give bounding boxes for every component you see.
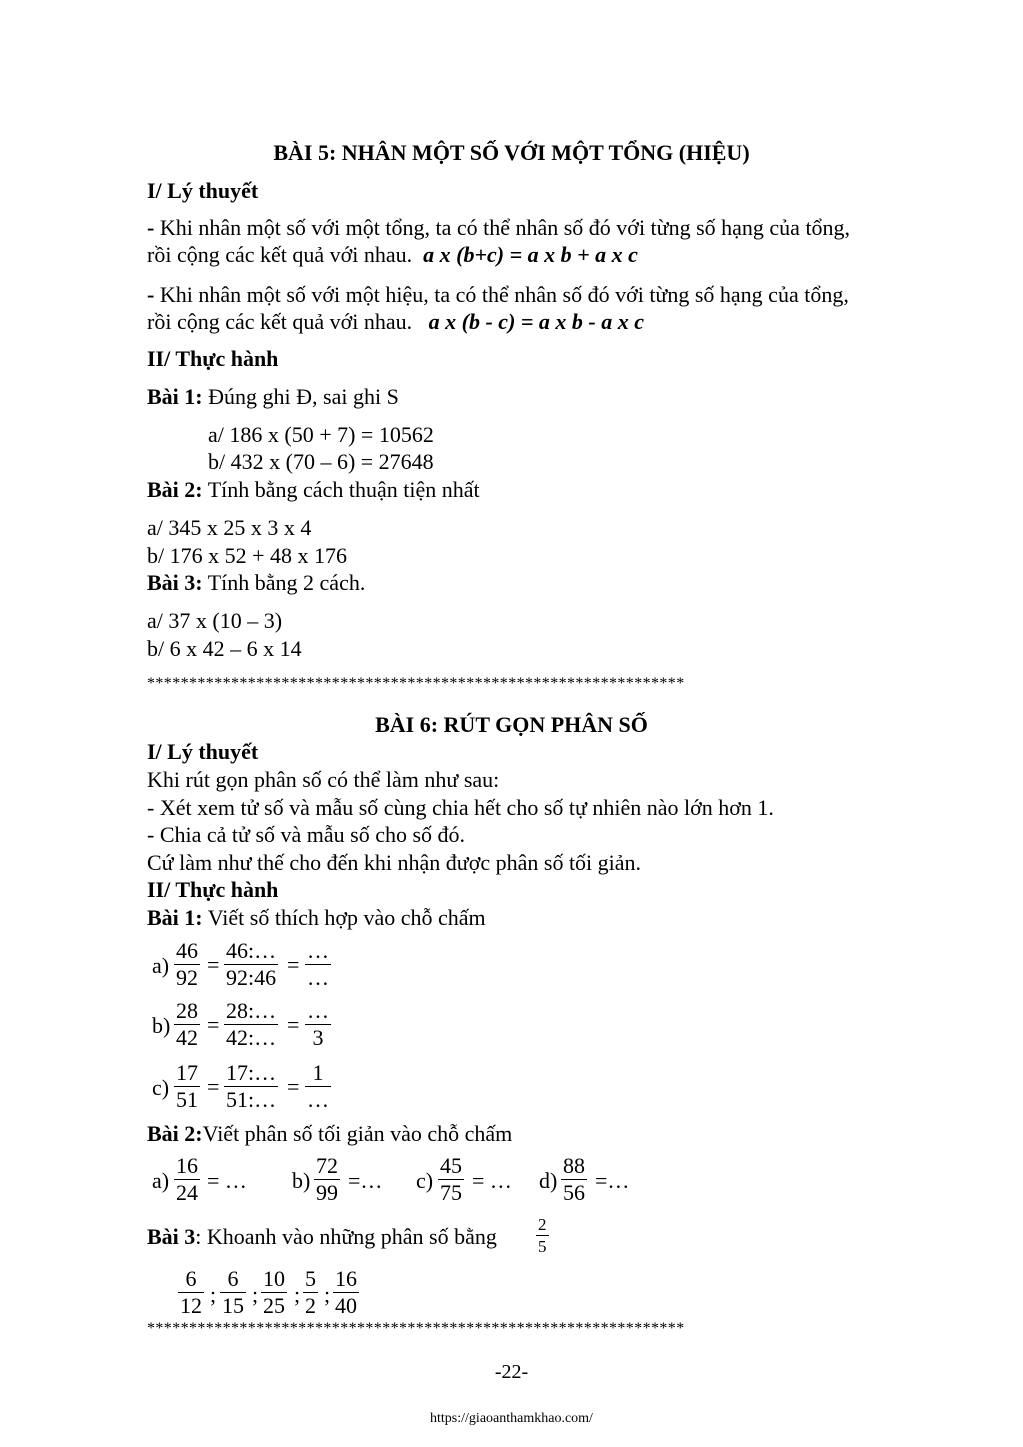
ex2-item-answer: = … (472, 1168, 512, 1193)
separator-semicolon: ; (294, 1282, 301, 1307)
equals-sign: = (287, 1012, 300, 1037)
separator-2: **************************************************************** (147, 1320, 685, 1337)
formula-sum: a x (b+c) = a x b + a x c (423, 242, 638, 267)
fraction: 28:… 42:… (226, 998, 277, 1050)
formula-diff: a x (b - c) = a x b - a x c (428, 309, 645, 334)
equals-sign: = (207, 952, 220, 977)
fraction: 45 75 (440, 1153, 462, 1205)
ex2-item-label: c) (416, 1168, 434, 1193)
separator-semicolon: ; (252, 1282, 259, 1307)
fraction-option: 10 25 (263, 1266, 285, 1318)
row-c-label: c) (152, 1075, 170, 1100)
ex2-item-label: a) (152, 1168, 170, 1193)
ex2-item-answer: =… (595, 1168, 630, 1193)
ex2-item-label: b) (292, 1168, 311, 1193)
lesson5-ex2: Bài 2: Tính bằng cách thuận tiện nhất (147, 477, 480, 502)
lesson6-theory-heading: I/ Lý thuyết (147, 739, 259, 764)
equals-sign: = (287, 952, 300, 977)
fraction-option: 6 15 (222, 1266, 244, 1318)
lesson5-rule-sum-line1: - Khi nhân một số với một tổng, ta có thể nhân số đó với từng số hạng của tổng, (147, 215, 851, 240)
fraction: 17 51 (176, 1060, 198, 1112)
lesson5-ex3: Bài 3: Tính bằng 2 cách. (147, 570, 366, 595)
equals-sign: = (287, 1074, 300, 1099)
lesson5-ex2-a: a/ 345 x 25 x 3 x 4 (147, 515, 312, 540)
fraction: 1 … (307, 1060, 329, 1112)
lesson6-ex3: Bài 3: Khoanh vào những phân số bằng (147, 1224, 497, 1249)
lesson6-theory-line: Khi rút gọn phân số có thể làm như sau: (147, 767, 500, 792)
fraction: … 3 (307, 998, 329, 1050)
lesson5-theory-heading: I/ Lý thuyết (147, 178, 259, 203)
footer-link[interactable]: https://giaoanthamkhao.com/ (430, 1411, 593, 1426)
ex2-item-answer: =… (348, 1168, 383, 1193)
row-b-label: b) (152, 1013, 171, 1038)
lesson6-title: BÀI 6: RÚT GỌN PHÂN SỐ (375, 712, 648, 737)
lesson6-theory-line: Cứ làm như thế cho đến khi nhận được phân số tối giản. (147, 850, 642, 875)
lesson6-ex2: Bài 2:Viết phân số tối giản vào chỗ chấm (147, 1121, 513, 1146)
lesson5-ex1-a: a/ 186 x (50 + 7) = 10562 (208, 422, 434, 447)
separator-1: **************************************************************** (147, 675, 685, 692)
separator-semicolon: ; (324, 1282, 331, 1307)
lesson5-practice-heading: II/ Thực hành (147, 346, 279, 371)
fraction-option: 16 40 (335, 1266, 357, 1318)
page-number: -22- (494, 1361, 529, 1383)
equals-sign: = (207, 1012, 220, 1037)
lesson5-rule-diff-line2: rồi cộng các kết quả với nhau. a x (b - c) = a x b - a x c (147, 309, 645, 334)
separator-semicolon: ; (210, 1282, 217, 1307)
lesson6-ex1: Bài 1: Viết số thích hợp vào chỗ chấm (147, 905, 486, 930)
fraction: 72 99 (316, 1153, 338, 1205)
lesson6-practice-heading: II/ Thực hành (147, 877, 279, 902)
fraction: 17:… 51:… (226, 1060, 277, 1112)
lesson5-rule-sum-line2: rồi cộng các kết quả với nhau. a x (b+c) = a x b + a x c (147, 242, 638, 267)
fraction: 28 42 (176, 998, 198, 1050)
lesson5-title: BÀI 5: NHÂN MỘT SỐ VỚI MỘT TỔNG (HIỆU) (273, 140, 750, 165)
target-fraction: 2 5 (538, 1215, 547, 1256)
lesson5-rule-diff-line1: - Khi nhân một số với một hiệu, ta có thể nhân số đó với từng số hạng của tổng, (147, 282, 849, 307)
lesson6-theory-line: - Chia cả tử số và mẫu số cho số đó. (147, 822, 466, 847)
lesson5-ex1: Bài 1: Đúng ghi Đ, sai ghi S (147, 384, 399, 409)
fraction: … … (307, 938, 329, 990)
fraction: 46:… 92:46 (226, 938, 277, 990)
lesson5-ex3-a: a/ 37 x (10 – 3) (147, 608, 283, 633)
fraction-option: 5 2 (305, 1266, 316, 1318)
ex2-item-answer: = … (207, 1168, 247, 1193)
lesson5-ex2-b: b/ 176 x 52 + 48 x 176 (147, 543, 348, 568)
fraction: 46 92 (176, 938, 198, 990)
row-a-label: a) (152, 953, 170, 978)
lesson5-ex3-b: b/ 6 x 42 – 6 x 14 (147, 636, 302, 661)
fraction: 88 56 (563, 1153, 585, 1205)
ex2-item-label: d) (539, 1168, 558, 1193)
lesson6-theory-line: - Xét xem tử số và mẫu số cùng chia hết cho số tự nhiên nào lớn hơn 1. (147, 795, 774, 820)
lesson5-ex1-b: b/ 432 x (70 – 6) = 27648 (208, 449, 434, 474)
fraction-option: 6 12 (180, 1266, 202, 1318)
equals-sign: = (207, 1074, 220, 1099)
fraction: 16 24 (176, 1153, 198, 1205)
